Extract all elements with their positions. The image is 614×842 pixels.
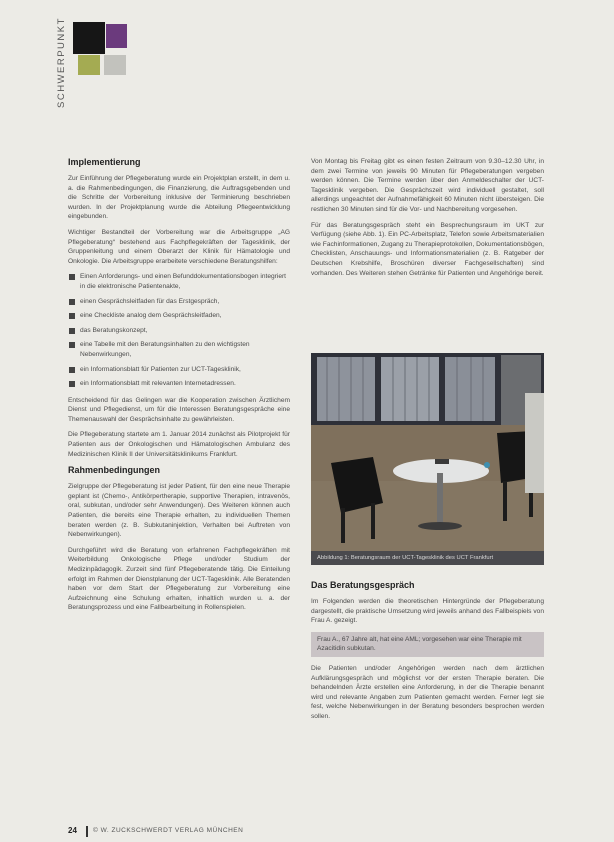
paragraph: Entscheidend für das Gelingen war die Kooperation zwischen Ärztlichem Dienst und Pflegedienst, um für die Interessen Beratungsgespräche eine Themenauswahl der Gesprächsinhalte zu gewährleisten.	[68, 396, 290, 423]
paragraph: Durchgeführt wird die Beratung von erfahrenen Fachpflegekräften mit Weiterbildung Onkologische Pflege und/oder Studium der Medizinpädagogik. Zurzeit sind fünf Pflegeberatende tätig. Die Einteilung erfolgt im Rahmen der Dienstplanung der UCT-Tagesklinik. Alle Beratenden haben vor dem Start der Pflegeberatung zur Vorbereitung eine Aufzeichnung eine Schulung erhalten, inhaltlich wurden u. a. der Beratungsprozess und eine Fallbearbeitung in Rollenspielen.	[68, 546, 290, 612]
bullet-list	[68, 272, 290, 388]
paragraph: Von Montag bis Freitag gibt es einen festen Zeitraum von 9.30–12.30 Uhr, in dem zwei Termine von jeweils 90 Minuten für Pflegeberatungen vergeben werden können. Die Termine werden über den Anmeldeschalter der UCT-Tagesklinik vergeben. Die Gesprächszeit wird individuell gestaltet, soll allerdings ungeachtet der Aufnahmefähigkeit 60 Minuten nicht übersteigen. Die restlichen 30 Minuten sind für die Vor- und Nachbereitung vorgesehen.	[311, 158, 544, 213]
footer-divider	[86, 826, 88, 837]
list-item: das Beratungskonzept,	[68, 326, 290, 336]
list-item: eine Checkliste analog dem Gesprächsleitfaden,	[68, 311, 290, 321]
header-square-purple	[106, 24, 127, 48]
header-square-grey	[104, 55, 126, 75]
case-example-box: Frau A., 67 Jahre alt, hat eine AML; vorgesehen war eine Therapie mit Azacitidin subkutan.	[311, 632, 544, 657]
page-footer	[68, 826, 328, 838]
right-column-lower	[311, 580, 544, 728]
list-item: ein Informationsblatt für Patienten zur UCT-Tagesklinik,	[68, 365, 290, 375]
heading-rahmenbedingungen: Rahmenbedingungen	[68, 465, 160, 476]
consultation-room-photo	[311, 353, 544, 551]
heading-beratungsgespraech: Das Beratungsgespräch	[311, 580, 415, 590]
room-illustration	[311, 353, 544, 551]
paragraph: Im Folgenden werden die theoretischen Hintergründe der Pflegeberatung dargestellt, die praktische Umsetzung wird jeweils anhand des Fallbeispiels von Frau A. gezeigt.	[311, 598, 544, 625]
photo-caption: Abbildung 1: Beratungsraum der UCT-Tagesklinik des UCT Frankfurt	[311, 551, 544, 565]
header-square-olive	[78, 55, 100, 75]
left-column	[68, 157, 290, 619]
list-item: einen Gesprächsleitfaden für das Erstgespräch,	[68, 297, 290, 307]
paragraph: Zur Einführung der Pflegeberatung wurde ein Projektplan erstellt, in dem u. a. die Rahmenbedingungen, die Finanzierung, die Auftragsgebenden und die Schritte der Vorbereitung inklusive der Terminierung beschrieben wurden. In der Projektplanung wurde die Abteilung Pflegeentwicklung eingebunden.	[68, 175, 290, 221]
header-square-black	[73, 22, 105, 54]
publisher-line: © W. ZUCKSCHWERDT VERLAG MÜNCHEN	[93, 827, 244, 834]
paragraph: Für das Beratungsgespräch steht ein Besprechungsraum im UKT zur Verfügung (siehe Abb. 1). Ein PC-Arbeitsplatz, Telefon sowie Arbeitsmaterialien wie Fachinformationen, Zugang zu Therapieprotokollen, Dokumentationsbögen, Checklisten, Anschauungs- und Informationsmaterialien (z. B. Ratgeber der Deutschen Krebshilfe, Broschüren diverser Fachgesellschaften) sind vorhanden. Des Weiteren stehen Getränke für Patienten und Angehörige bereit.	[311, 221, 544, 277]
list-item: eine Tabelle mit den Beratungsinhalten zu den wichtigsten Nebenwirkungen,	[68, 340, 290, 359]
section-label: SCHWERPUNKT	[56, 17, 67, 108]
heading-implementierung: Implementierung	[68, 157, 141, 167]
paragraph: Zielgruppe der Pflegeberatung ist jeder Patient, für den eine neue Therapie geplant ist (Chemo-, Antikörpertherapie, supportive Therapien, intravenös, oral, subkutan, und/oder sehr Anwendungen). Des Weiteren können auch Patienten, die bereits eine Therapie erhalten, zu individuellen Themen beraten werden (z. B. Subkutaninjektion, Verhalten bei Auftreten von Nebenwirkungen).	[68, 483, 290, 539]
list-item: ein Informationsblatt mit relevanten Internetadressen.	[68, 379, 290, 389]
paragraph: Die Patienten und/oder Angehörigen werden nach dem ärztlichen Aufklärungsgespräch und möglichst vor der ersten Therapie beraten. Die behandelnden Ärzte erstellen eine Anforderung, in der die Therapie benannt wird und relevante Angaben zum Patienten gemacht werden. Ferner legt sie fest, welche Nebenwirkungen in der Beratung besonders besprochen werden sollen.	[311, 664, 544, 720]
list-item: Einen Anforderungs- und einen Befunddokumentationsbogen integriert in die elektronische Patientenakte,	[68, 272, 290, 291]
paragraph: Die Pflegeberatung startete am 1. Januar 2014 zunächst als Pilotprojekt für Patienten aus der Onkologischen und Hämatologischen Ambulanz des Medizinischen Klinik II der Universitätsklinikums Frankfurt.	[68, 431, 290, 458]
right-column	[311, 157, 544, 284]
page-number: 24	[68, 826, 77, 835]
paragraph: Wichtiger Bestandteil der Vorbereitung war die Arbeitsgruppe „AG Pflegeberatung“ bestehend aus Fachpflegekräften der Tagesklinik, der Gruppenleitung und einem Oberarzt der Klinik für Hämatologie und Onkologie. Die Arbeitsgruppe erarbeitete verschiedene Beratungshilfen:	[68, 228, 290, 265]
